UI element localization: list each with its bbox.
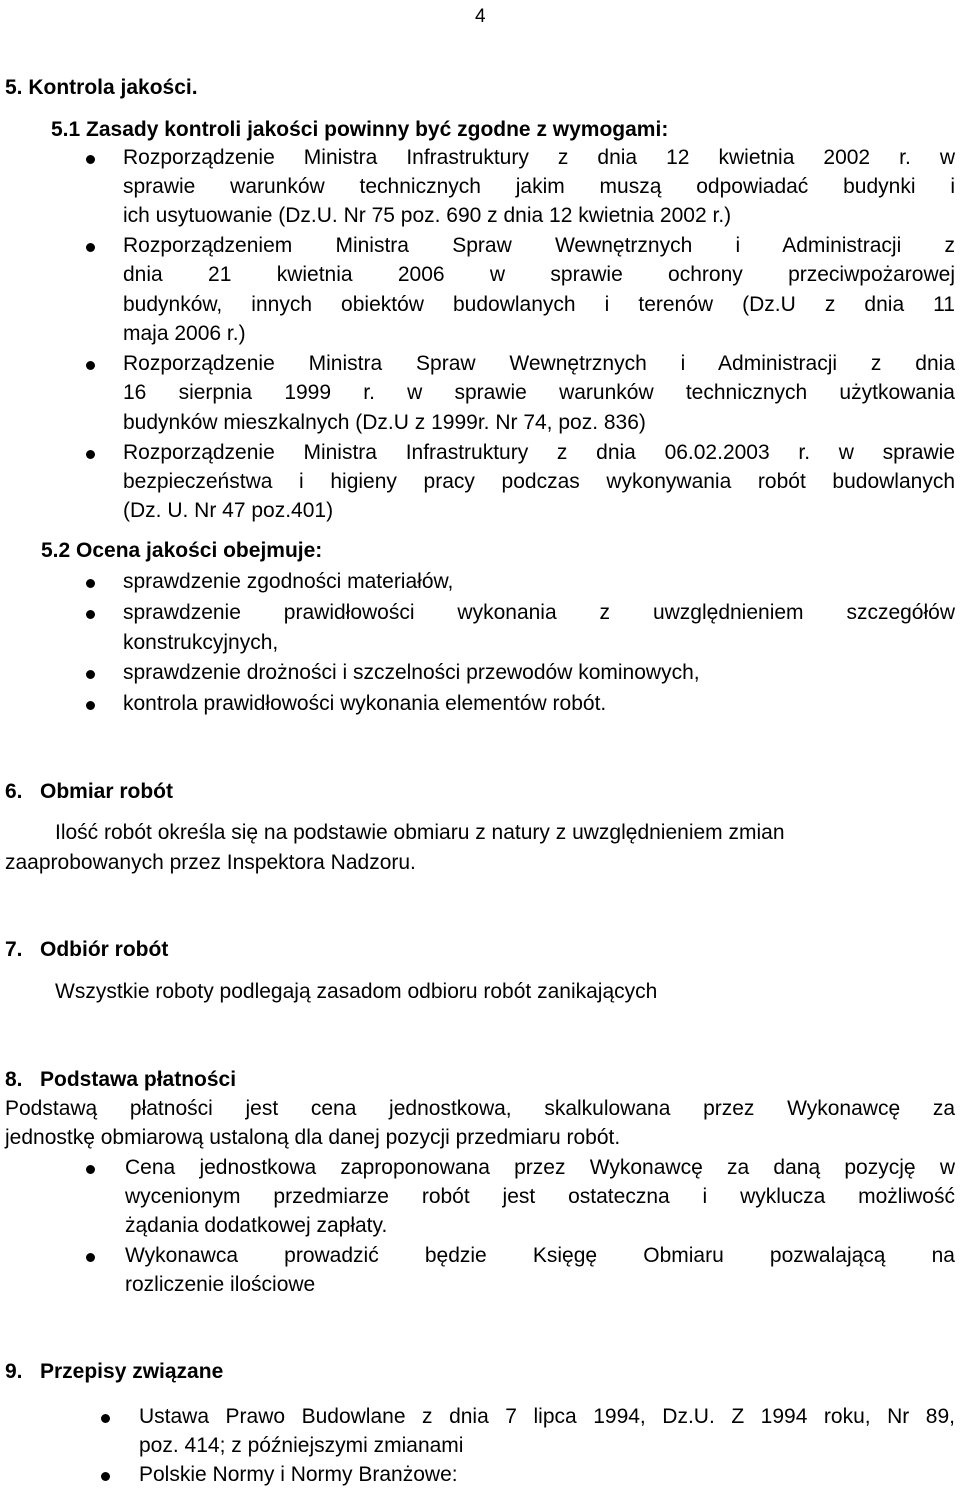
s5-item-3-line-3: budynków mieszkalnych (Dz.U z 1999r. Nr 74, poz. 836) [123,411,646,434]
s9-item-2: Polskie Normy i Normy Branżowe: [139,1463,458,1486]
s52-item-3: sprawdzenie drożności i szczelności przewodów kominowych, [123,661,700,684]
s52-item-2-line-2: konstrukcyjnych, [123,631,279,654]
section-7-number: 7. [5,938,23,961]
section-9-number: 9. [5,1360,23,1383]
s5-item-2-line-3: budynków, innych obiektów budowlanych i terenów (Dz.U z dnia 11 [123,293,955,316]
bullet-icon [86,243,95,252]
bullet-icon [86,450,95,459]
s8-item-1-line-2: wycenionym przedmiarze robót jest ostateczna i wyklucza możliwość [125,1185,955,1208]
section-6-number: 6. [5,780,23,803]
bullet-icon [86,1253,95,1262]
s5-item-4-line-1: Rozporządzenie Ministra Infrastruktury z dnia 06.02.2003 r. w sprawie [123,441,955,464]
bullet-icon [101,1414,110,1423]
s52-item-4: kontrola prawidłowości wykonania elementów robót. [123,692,607,715]
bullet-icon [86,701,95,710]
page-number: 4 [475,6,486,27]
bullet-icon [86,670,95,679]
bullet-icon [86,361,95,370]
section-5-2-title: 5.2 Ocena jakości obejmuje: [41,539,323,562]
s8-text-line-1: Podstawą płatności jest cena jednostkowa, skalkulowana przez Wykonawcę za [5,1097,955,1120]
s7-text: Wszystkie roboty podlegają zasadom odbioru robót zanikających [55,980,658,1003]
s8-item-2-line-2: rozliczenie ilościowe [125,1273,316,1296]
section-5-title: 5. Kontrola jakości. [5,76,198,99]
s5-item-3-line-2: 16 sierpnia 1999 r. w sprawie warunków technicznych użytkowania [123,381,955,404]
s5-item-1-line-2: sprawie warunków technicznych jakim muszą odpowiadać budynki i [123,175,955,198]
s8-text-line-2: jednostkę obmiarową ustaloną dla danej pozycji przedmiaru robót. [5,1126,621,1149]
s5-item-2-line-4: maja 2006 r.) [123,322,246,345]
bullet-icon [86,579,95,588]
section-9-title: Przepisy związane [40,1360,224,1383]
section-8-title: Podstawa płatności [40,1068,237,1091]
s8-item-2-line-1: Wykonawca prowadzić będzie Księgę Obmiaru pozwalającą na [125,1244,955,1267]
s8-item-1-line-3: żądania dodatkowej zapłaty. [125,1214,388,1237]
s9-item-1-line-1: Ustawa Prawo Budowlane z dnia 7 lipca 1994, Dz.U. Z 1994 roku, Nr 89, [139,1405,955,1428]
s5-item-1-line-1: Rozporządzenie Ministra Infrastruktury z dnia 12 kwietnia 2002 r. w [123,146,955,169]
s52-item-2-line-1: sprawdzenie prawidłowości wykonania z uwzględnieniem szczegółów [123,601,955,624]
bullet-icon [86,610,95,619]
s5-item-3-line-1: Rozporządzenie Ministra Spraw Wewnętrznych i Administracji z dnia [123,352,955,375]
s5-item-2-line-2: dnia 21 kwietnia 2006 w sprawie ochrony przeciwpożarowej [123,263,955,286]
s8-item-1-line-1: Cena jednostkowa zaproponowana przez Wykonawcę za daną pozycję w [125,1156,955,1179]
s6-text-line-1: Ilość robót określa się na podstawie obmiaru z natury z uwzględnieniem zmian [55,821,785,844]
bullet-icon [101,1472,110,1481]
section-8-number: 8. [5,1068,23,1091]
bullet-icon [86,1165,95,1174]
s5-item-1-line-3: ich usytuowanie (Dz.U. Nr 75 poz. 690 z dnia 12 kwietnia 2002 r.) [123,204,732,227]
bullet-icon [86,155,95,164]
s5-item-4-line-3: (Dz. U. Nr 47 poz.401) [123,499,334,522]
s52-item-1: sprawdzenie zgodności materiałów, [123,570,454,593]
section-5-1-title: 5.1 Zasady kontroli jakości powinny być zgodne z wymogami: [51,118,669,141]
s9-item-1-line-2: poz. 414; z późniejszymi zmianami [139,1434,464,1457]
section-6-title: Obmiar robót [40,780,174,803]
section-7-title: Odbiór robót [40,938,169,961]
s5-item-4-line-2: bezpieczeństwa i higieny pracy podczas wykonywania robót budowlanych [123,470,955,493]
s6-text-line-2: zaaprobowanych przez Inspektora Nadzoru. [5,851,416,874]
s5-item-2-line-1: Rozporządzeniem Ministra Spraw Wewnętrznych i Administracji z [123,234,955,257]
